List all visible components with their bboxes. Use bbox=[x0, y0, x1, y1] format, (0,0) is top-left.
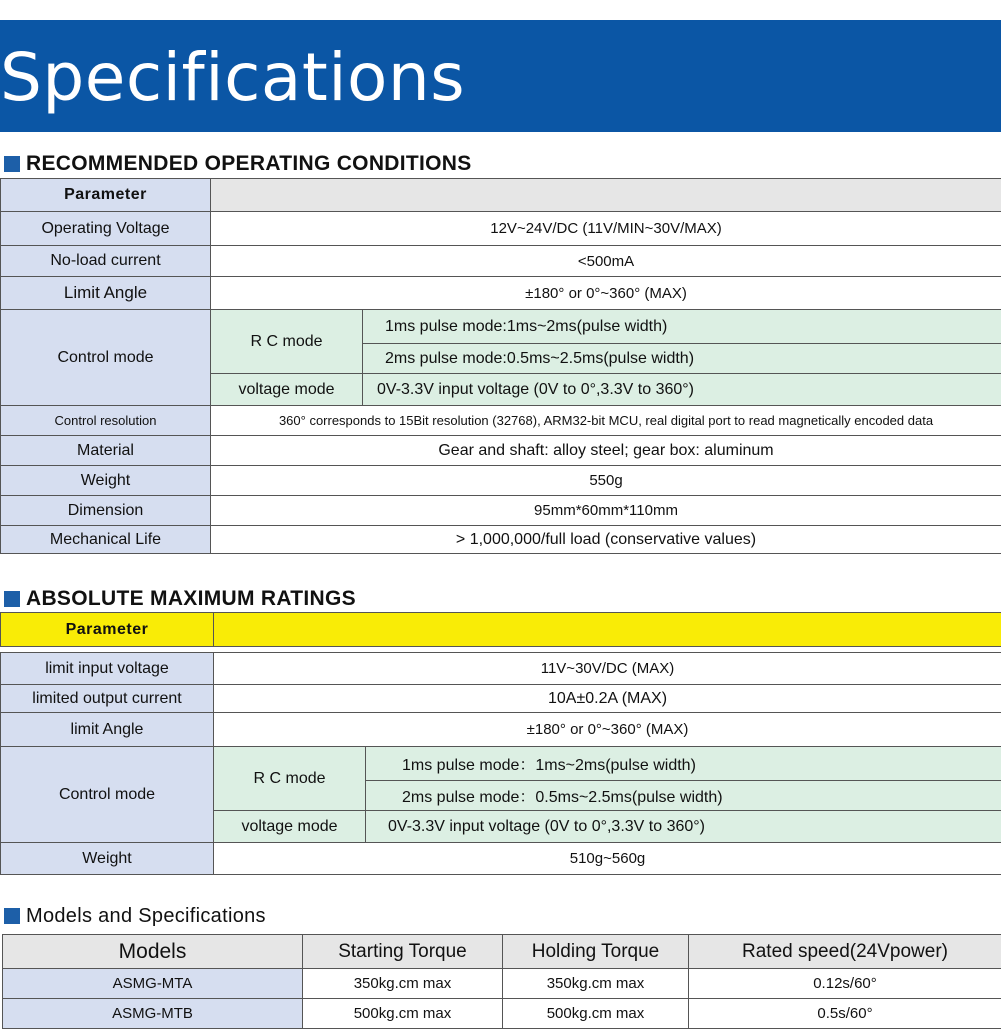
row-label: Operating Voltage bbox=[1, 212, 211, 246]
row-value: 550g bbox=[211, 466, 1001, 496]
holding-torque-cell: 350kg.cm max bbox=[503, 969, 689, 999]
holding-torque-column-header: Holding Torque bbox=[503, 935, 689, 969]
row-label: limit Angle bbox=[1, 713, 214, 747]
row-label: limit input voltage bbox=[1, 653, 214, 685]
square-bullet-icon bbox=[4, 156, 20, 172]
models-heading bbox=[4, 904, 266, 928]
row-value: 95mm*60mm*110mm bbox=[211, 496, 1001, 526]
row-label: Weight bbox=[1, 843, 214, 875]
row-label: Weight bbox=[1, 466, 211, 496]
row-label: Limit Angle bbox=[1, 277, 211, 310]
table-row bbox=[1, 212, 1001, 246]
table-row bbox=[1, 747, 1001, 781]
table-row bbox=[3, 969, 1001, 999]
control-mode-label: Control mode bbox=[1, 747, 214, 843]
table-row bbox=[1, 310, 1001, 344]
models-table bbox=[2, 934, 1001, 1029]
rc-2ms-value: 2ms pulse mode：0.5ms~2.5ms(pulse width) bbox=[366, 781, 1001, 811]
rc-mode-label: R C mode bbox=[214, 747, 366, 811]
models-heading-text: Models and Specifications bbox=[26, 904, 266, 927]
value-header bbox=[211, 179, 1001, 212]
table-row bbox=[1, 496, 1001, 526]
table-row bbox=[3, 999, 1001, 1029]
table-row bbox=[1, 436, 1001, 466]
rc-1ms-value: 1ms pulse mode：1ms~2ms(pulse width) bbox=[366, 747, 1001, 781]
table-row bbox=[1, 277, 1001, 310]
table-row bbox=[1, 843, 1001, 875]
table-row bbox=[1, 526, 1001, 554]
rated-speed-column-header: Rated speed(24Vpower) bbox=[689, 935, 1001, 969]
table-row bbox=[1, 466, 1001, 496]
row-value: 360° corresponds to 15Bit resolution (32768), ARM32-bit MCU, real digital port to read magnetically encoded data bbox=[211, 406, 1001, 436]
table-row bbox=[1, 246, 1001, 277]
rated-speed-cell: 0.12s/60° bbox=[689, 969, 1001, 999]
row-label: Dimension bbox=[1, 496, 211, 526]
value-header bbox=[214, 613, 1001, 647]
models-column-header: Models bbox=[3, 935, 303, 969]
row-value: ±180° or 0°~360° (MAX) bbox=[214, 713, 1001, 747]
holding-torque-cell: 500kg.cm max bbox=[503, 999, 689, 1029]
row-value: <500mA bbox=[211, 246, 1001, 277]
table-row bbox=[1, 713, 1001, 747]
recommended-table bbox=[0, 178, 1001, 554]
model-cell: ASMG-MTA bbox=[3, 969, 303, 999]
table-row bbox=[1, 685, 1001, 713]
row-label: Material bbox=[1, 436, 211, 466]
rc-2ms-value: 2ms pulse mode:0.5ms~2.5ms(pulse width) bbox=[363, 344, 1001, 374]
starting-torque-cell: 350kg.cm max bbox=[303, 969, 503, 999]
table-row bbox=[1, 406, 1001, 436]
voltage-mode-value: 0V-3.3V input voltage (0V to 0°,3.3V to 360°) bbox=[363, 374, 1001, 406]
absolute-table bbox=[0, 612, 1001, 875]
rc-1ms-value: 1ms pulse mode:1ms~2ms(pulse width) bbox=[363, 310, 1001, 344]
table-header-row bbox=[1, 179, 1001, 212]
starting-torque-column-header: Starting Torque bbox=[303, 935, 503, 969]
rated-speed-cell: 0.5s/60° bbox=[689, 999, 1001, 1029]
recommended-heading bbox=[4, 152, 472, 176]
voltage-mode-value: 0V-3.3V input voltage (0V to 0°,3.3V to 360°) bbox=[366, 811, 1001, 843]
row-value: 12V~24V/DC (11V/MIN~30V/MAX) bbox=[211, 212, 1001, 246]
table-header-row bbox=[1, 613, 1001, 647]
row-value: 510g~560g bbox=[214, 843, 1001, 875]
square-bullet-icon bbox=[4, 591, 20, 607]
model-cell: ASMG-MTB bbox=[3, 999, 303, 1029]
row-label: Control resolution bbox=[1, 406, 211, 436]
absolute-heading bbox=[4, 587, 356, 611]
table-row bbox=[1, 653, 1001, 685]
square-bullet-icon bbox=[4, 908, 20, 924]
parameter-header: Parameter bbox=[1, 613, 214, 647]
control-mode-label: Control mode bbox=[1, 310, 211, 406]
row-value: 10A±0.2A (MAX) bbox=[214, 685, 1001, 713]
row-value: Gear and shaft: alloy steel; gear box: aluminum bbox=[211, 436, 1001, 466]
recommended-heading-text: RECOMMENDED OPERATING CONDITIONS bbox=[26, 152, 472, 175]
row-value: 11V~30V/DC (MAX) bbox=[214, 653, 1001, 685]
parameter-header: Parameter bbox=[1, 179, 211, 212]
row-label: limited output current bbox=[1, 685, 214, 713]
starting-torque-cell: 500kg.cm max bbox=[303, 999, 503, 1029]
specifications-banner bbox=[0, 20, 1001, 132]
row-value: ±180° or 0°~360° (MAX) bbox=[211, 277, 1001, 310]
row-label: Mechanical Life bbox=[1, 526, 211, 554]
voltage-mode-label: voltage mode bbox=[214, 811, 366, 843]
row-label: No-load current bbox=[1, 246, 211, 277]
rc-mode-label: R C mode bbox=[211, 310, 363, 374]
table-header-row bbox=[3, 935, 1001, 969]
page-title: Specifications bbox=[0, 39, 466, 116]
voltage-mode-label: voltage mode bbox=[211, 374, 363, 406]
row-value: > 1,000,000/full load (conservative values) bbox=[211, 526, 1001, 554]
absolute-heading-text: ABSOLUTE MAXIMUM RATINGS bbox=[26, 587, 356, 610]
